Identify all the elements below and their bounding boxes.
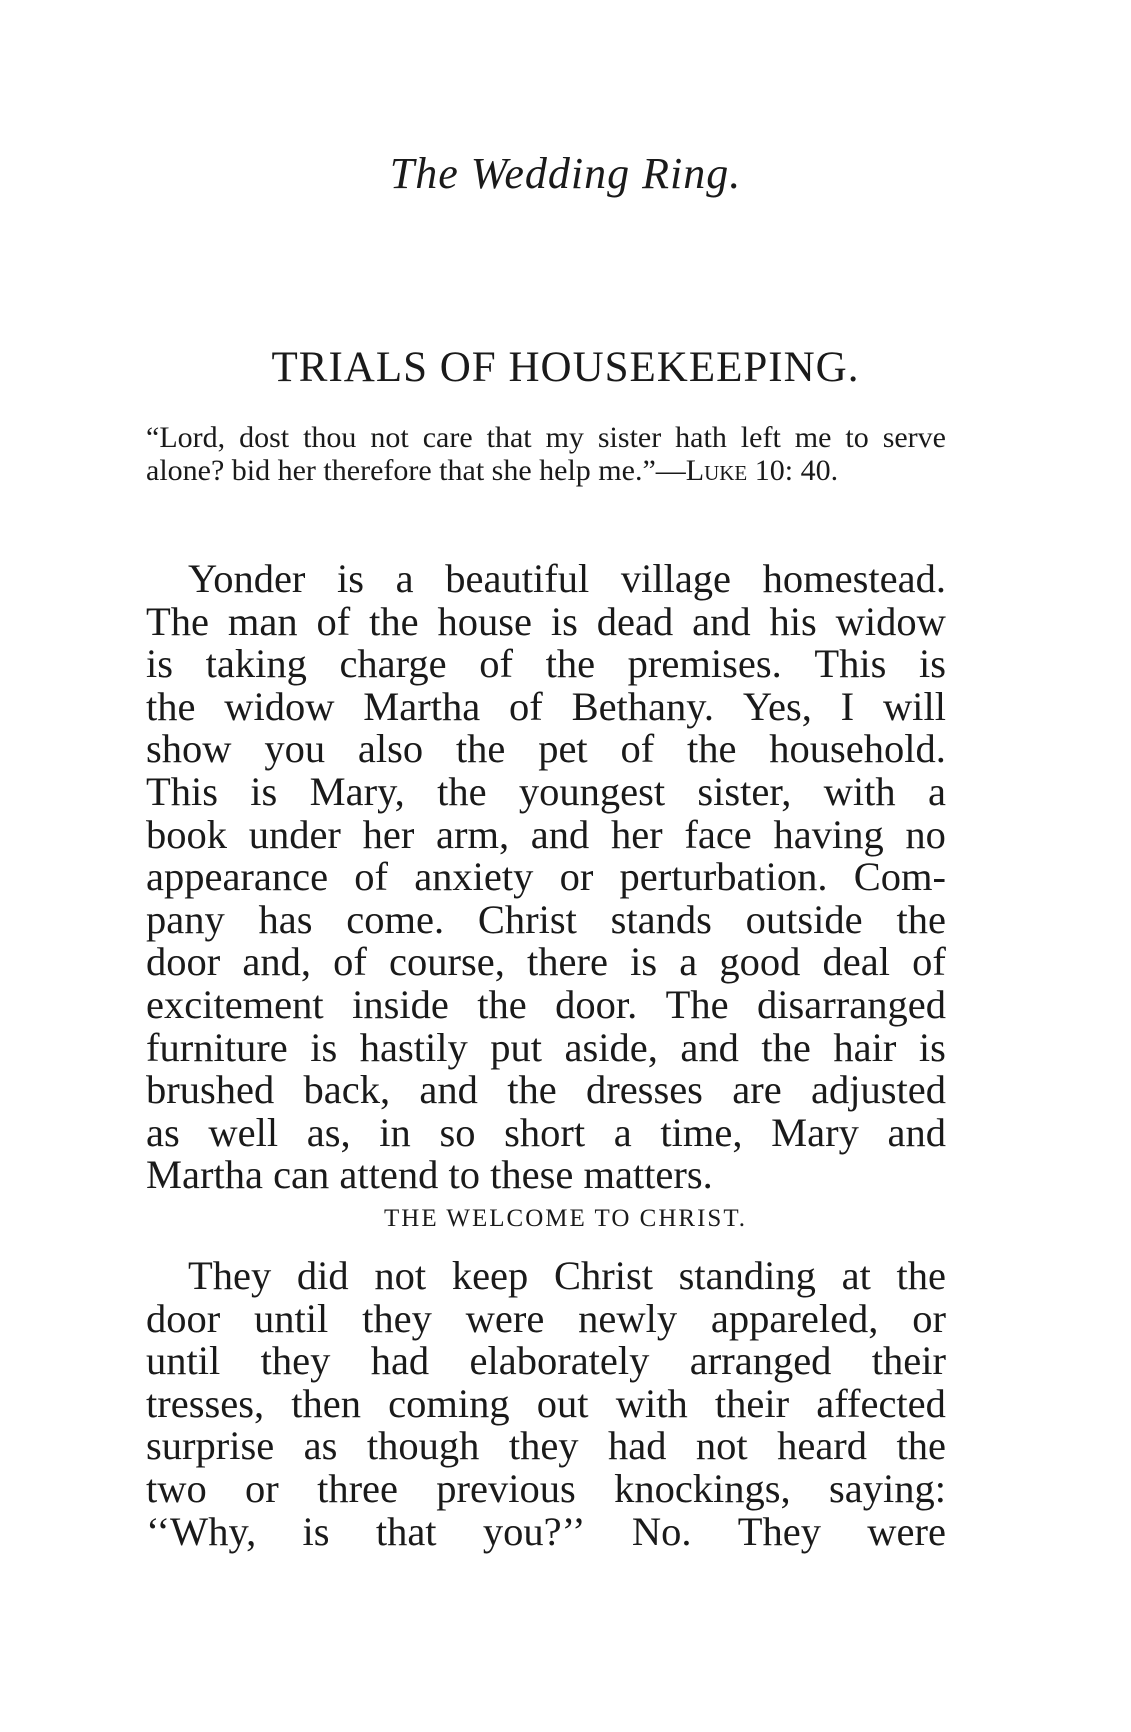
text-line: Yonder is a beautiful village homestead. (188, 556, 946, 601)
paragraph-2 (146, 1255, 946, 1553)
chapter-title: TRIALS OF HOUSEKEEPING. (271, 344, 860, 391)
text-line: book under her arm, and her face having no (146, 811, 946, 857)
text-line: tresses, then coming out with their affected (146, 1380, 946, 1426)
text-line: This is Mary, the youngest sister, with a (146, 768, 946, 814)
text-line: until they had elaborately arranged their (146, 1338, 946, 1384)
paragraph-1 (146, 558, 946, 1197)
text-line: brushed back, and the dresses are adjusted (146, 1067, 946, 1113)
text-line: The man of the house is dead and his widow (146, 598, 946, 644)
text-line: Martha can attend to these matters. (146, 1152, 713, 1198)
section-heading: THE WELCOME TO CHRIST. (384, 1205, 747, 1232)
epigraph-reference: Luke 10: 40. (685, 454, 839, 487)
text-line: ‘‘Why, is that you?’’ No. They were (146, 1508, 946, 1554)
running-head: The Wedding Ring. (389, 149, 742, 198)
text-line: door until they were newly appareled, or (146, 1295, 946, 1341)
text-line: furniture is hastily put aside, and the hair is (146, 1024, 946, 1070)
text-line: two or three previous knockings, saying: (146, 1465, 946, 1511)
epigraph (146, 421, 946, 487)
text-line: pany has come. Christ stands outside the (146, 896, 946, 942)
text-line: surprise as though they had not heard the (146, 1423, 946, 1469)
text-line: They did not keep Christ standing at the (188, 1253, 946, 1298)
epigraph-quote: “Lord, dost thou not care that my sister hath left me to serve alone? bid her therefore that she help me.”— (146, 421, 946, 487)
text-line: the widow Martha of Bethany. Yes, I will (146, 683, 946, 729)
text-line: excitement inside the door. The disarranged (146, 981, 946, 1027)
text-line: show you also the pet of the household. (146, 726, 946, 772)
text-line: door and, of course, there is a good deal of (146, 939, 946, 985)
text-line: is taking charge of the premises. This is (146, 641, 946, 687)
text-line: as well as, in so short a time, Mary and (146, 1109, 946, 1155)
text-line: appearance of anxiety or perturbation. Com- (146, 854, 946, 900)
